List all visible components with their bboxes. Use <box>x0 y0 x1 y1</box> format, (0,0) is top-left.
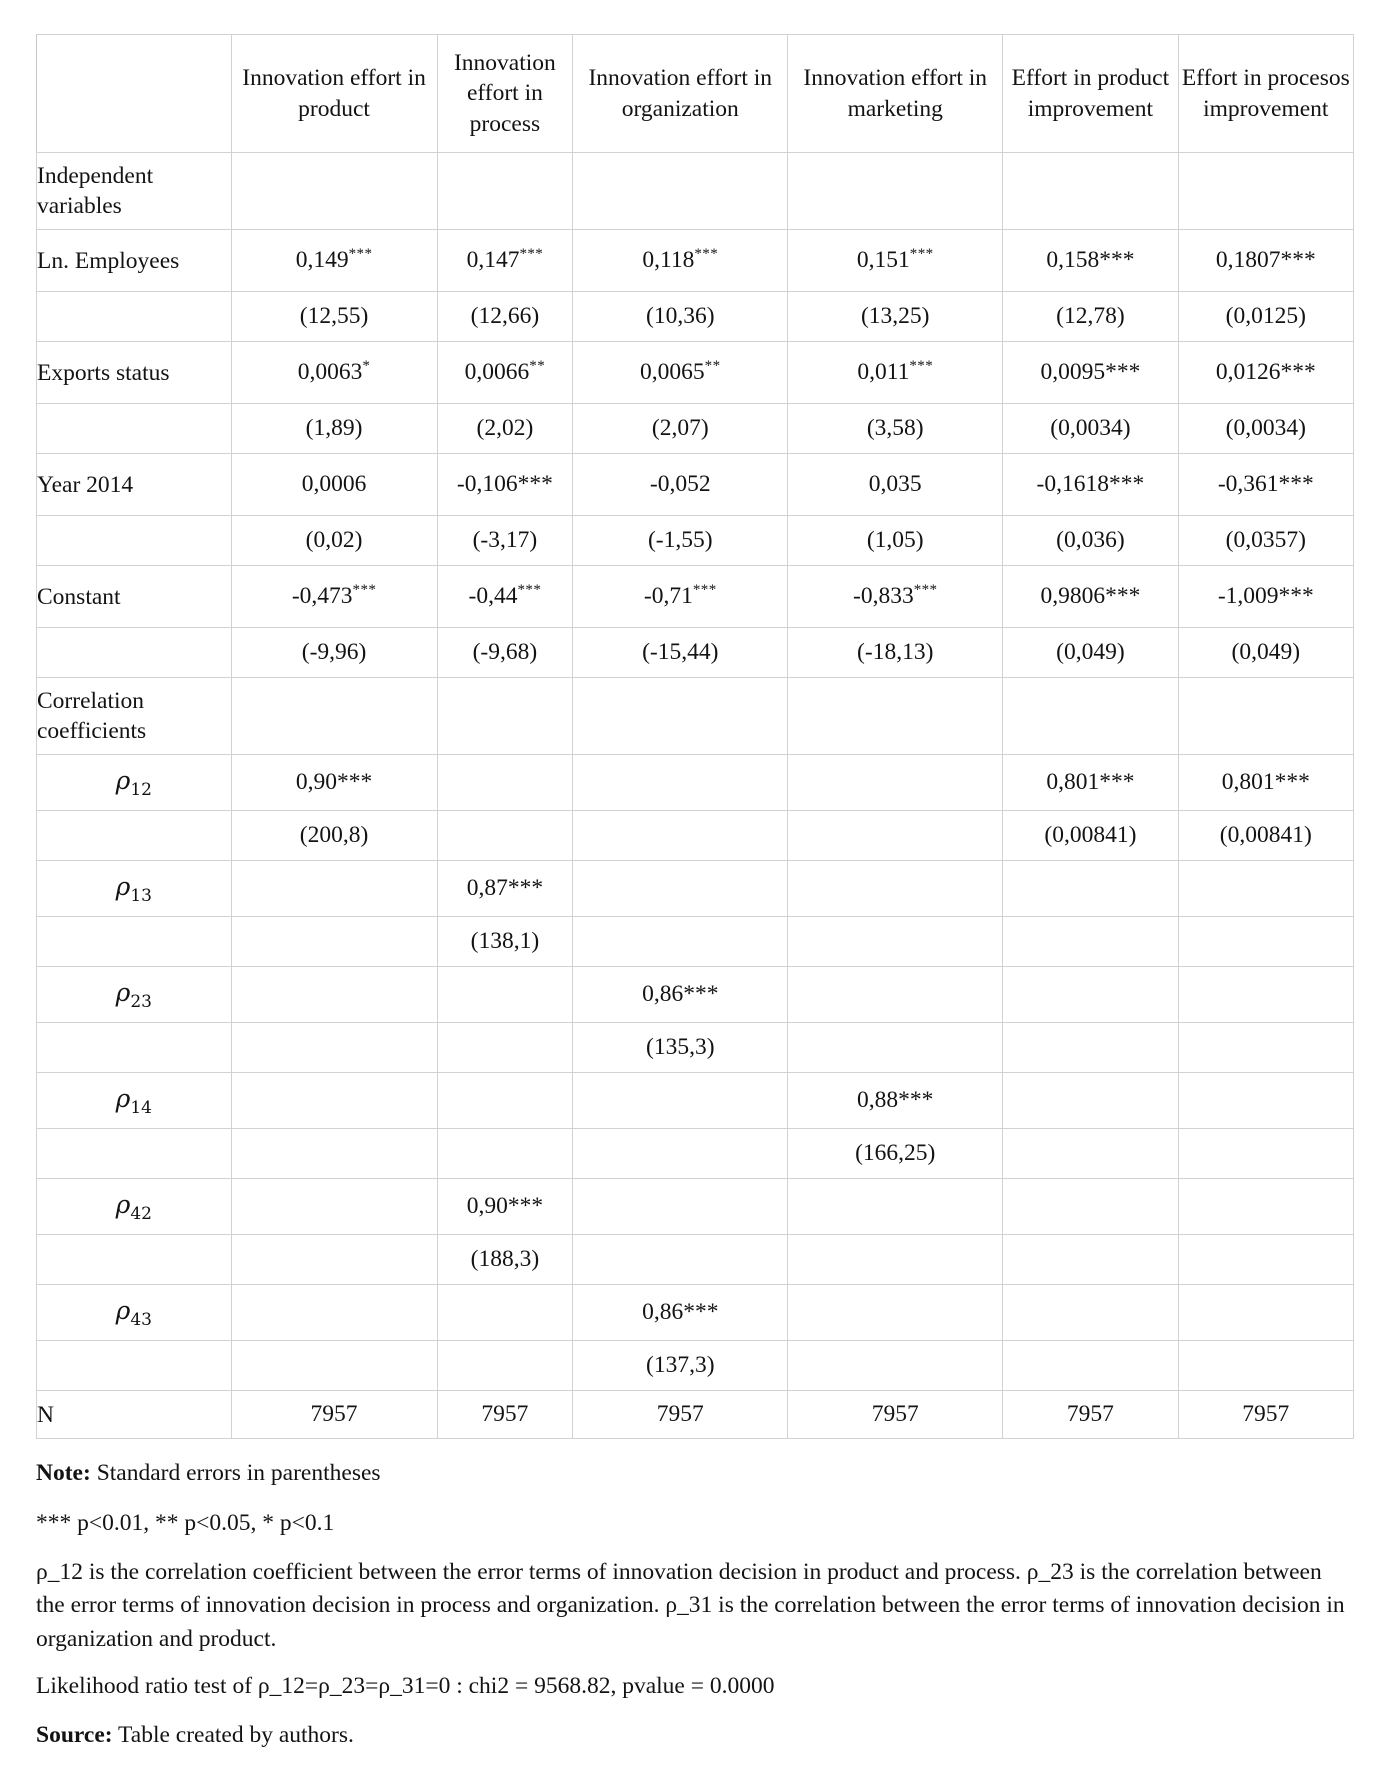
table-cell: 7957 <box>788 1391 1003 1439</box>
table-cell: (-15,44) <box>573 628 788 678</box>
row-label: Exports status <box>37 342 232 404</box>
table-cell <box>231 1129 437 1179</box>
table-row <box>37 1073 1354 1129</box>
table-row <box>37 967 1354 1023</box>
table-cell <box>788 153 1003 230</box>
rho-subscript: 23 <box>130 991 152 1012</box>
table-cell <box>231 230 437 292</box>
table-row <box>37 1179 1354 1235</box>
table-cell: 0,1807*** <box>1178 230 1353 292</box>
table-cell: (0,049) <box>1178 628 1353 678</box>
note-source <box>36 1719 1354 1752</box>
table-cell <box>231 1285 437 1341</box>
table-cell: 7957 <box>573 1391 788 1439</box>
table-cell <box>573 153 788 230</box>
table-row <box>37 1023 1354 1073</box>
table-row <box>37 755 1354 811</box>
row-label <box>37 1235 232 1285</box>
table-cell <box>573 1073 788 1129</box>
rho-symbol: $\rho_{13}$ <box>115 871 152 906</box>
table-cell: (1,05) <box>788 516 1003 566</box>
row-label: Ln. Employees <box>37 230 232 292</box>
table-cell: (188,3) <box>437 1235 573 1285</box>
table-row <box>37 678 1354 755</box>
table-cell: (-9,96) <box>231 628 437 678</box>
table-cell <box>437 811 573 861</box>
note-text: Standard errors in parentheses <box>90 1460 381 1487</box>
table-cell <box>1003 1073 1178 1129</box>
table-cell <box>437 1341 573 1391</box>
table-cell <box>788 566 1003 628</box>
regression-results-table <box>36 34 1354 1439</box>
table-cell <box>1178 153 1353 230</box>
table-cell <box>573 230 788 292</box>
row-label: Constant <box>37 566 232 628</box>
table-cell <box>573 342 788 404</box>
table-cell <box>231 917 437 967</box>
table-row <box>37 516 1354 566</box>
table-cell: (138,1) <box>437 917 573 967</box>
cell-value: -0,71 <box>643 583 693 610</box>
row-label: Year 2014 <box>37 454 232 516</box>
table-cell: (10,36) <box>573 292 788 342</box>
table-cell: (0,0357) <box>1178 516 1353 566</box>
table-cell <box>573 755 788 811</box>
table-cell: (0,00841) <box>1003 811 1178 861</box>
table-cell <box>1003 1023 1178 1073</box>
table-row <box>37 917 1354 967</box>
table-cell: -0,052 <box>573 454 788 516</box>
table-cell: (-1,55) <box>573 516 788 566</box>
table-cell: -0,361*** <box>1178 454 1353 516</box>
table-cell <box>573 1129 788 1179</box>
table-cell: 0,9806*** <box>1003 566 1178 628</box>
rho-subscript: 14 <box>130 1097 152 1118</box>
table-cell <box>231 1235 437 1285</box>
rho-subscript: 13 <box>130 885 152 906</box>
table-cell: (137,3) <box>573 1341 788 1391</box>
table-cell <box>437 1285 573 1341</box>
significance-stars: * <box>362 358 371 375</box>
rho-subscript: 43 <box>130 1309 152 1330</box>
table-cell <box>788 811 1003 861</box>
table-cell <box>231 342 437 404</box>
rho-symbol: $\rho_{23}$ <box>115 977 152 1012</box>
table-cell: 7957 <box>1178 1391 1353 1439</box>
row-label <box>37 628 232 678</box>
cell-value: 0,149 <box>295 247 349 274</box>
table-cell <box>788 1341 1003 1391</box>
table-cell <box>437 967 573 1023</box>
table-cell <box>437 1023 573 1073</box>
table-cell <box>1003 1235 1178 1285</box>
header-cell-innovation-effort-marketing: Innovation effort in marketing <box>788 35 1003 153</box>
cell-value: 0,118 <box>642 247 695 274</box>
table-cell <box>1178 1129 1353 1179</box>
table-cell <box>788 1235 1003 1285</box>
significance-stars: *** <box>517 582 542 599</box>
table-cell <box>1178 1073 1353 1129</box>
cell-value: 0,0066 <box>464 359 530 386</box>
significance-stars: *** <box>348 246 373 263</box>
row-label-rho <box>37 1285 232 1341</box>
table-cell: (0,036) <box>1003 516 1178 566</box>
table-cell: (12,78) <box>1003 292 1178 342</box>
table-cell: 0,158*** <box>1003 230 1178 292</box>
note-rho-explanation: ρ_12 is the correlation coefficient between the error terms of innovation decision in product and process. ρ_23 is the correlation between the error terms of innovation decision in process and organization. ρ_31 is the correlation between the error terms of innovation decision in organization and product. <box>36 1559 1345 1652</box>
table-cell: 0,0095*** <box>1003 342 1178 404</box>
table-cell: 7957 <box>231 1391 437 1439</box>
table-cell <box>1003 917 1178 967</box>
table-cell <box>437 566 573 628</box>
table-row <box>37 230 1354 292</box>
table-cell: (12,66) <box>437 292 573 342</box>
table-cell <box>788 967 1003 1023</box>
table-cell <box>437 342 573 404</box>
table-cell <box>573 1235 788 1285</box>
source-text: Table created by authors. <box>112 1722 354 1749</box>
table-cell: -0,1618*** <box>1003 454 1178 516</box>
table-row <box>37 454 1354 516</box>
table-cell: (13,25) <box>788 292 1003 342</box>
table-cell: (0,00841) <box>1178 811 1353 861</box>
table-cell <box>1003 967 1178 1023</box>
row-label: N <box>37 1391 232 1439</box>
table-row <box>37 1235 1354 1285</box>
row-label <box>37 1023 232 1073</box>
row-label <box>37 1341 232 1391</box>
table-row <box>37 861 1354 917</box>
table-cell: (200,8) <box>231 811 437 861</box>
significance-stars: *** <box>352 582 377 599</box>
table-cell: -0,106*** <box>437 454 573 516</box>
cell-value: 0,151 <box>856 247 910 274</box>
table-cell: (-3,17) <box>437 516 573 566</box>
row-label: Independent variables <box>37 153 232 230</box>
row-label <box>37 516 232 566</box>
table-cell: (-18,13) <box>788 628 1003 678</box>
table-cell <box>573 917 788 967</box>
table-row <box>37 342 1354 404</box>
table-row <box>37 1285 1354 1341</box>
table-cell: (2,02) <box>437 404 573 454</box>
row-label <box>37 917 232 967</box>
table-cell: 0,035 <box>788 454 1003 516</box>
source-label: Source: <box>36 1722 113 1749</box>
table-row <box>37 628 1354 678</box>
table-cell <box>231 153 437 230</box>
rho-symbol: $\rho_{14}$ <box>115 1083 152 1118</box>
header-cell-innovation-effort-organization: Innovation effort in organization <box>573 35 788 153</box>
table-row <box>37 1129 1354 1179</box>
table-cell <box>573 811 788 861</box>
row-label-rho <box>37 967 232 1023</box>
table-cell: (166,25) <box>788 1129 1003 1179</box>
table-cell <box>231 566 437 628</box>
table-cell <box>1003 861 1178 917</box>
table-cell <box>573 861 788 917</box>
significance-stars: ** <box>529 358 546 375</box>
table-row <box>37 153 1354 230</box>
table-cell <box>573 678 788 755</box>
table-cell <box>437 755 573 811</box>
table-cell: (0,0125) <box>1178 292 1353 342</box>
table-cell <box>1178 678 1353 755</box>
header-cell-effort-procesos-improvement: Effort in procesos improvement <box>1178 35 1353 153</box>
table-cell <box>1178 861 1353 917</box>
table-cell <box>231 1341 437 1391</box>
table-cell <box>788 1179 1003 1235</box>
row-label: Correlation coefficients <box>37 678 232 755</box>
table-cell <box>1178 1023 1353 1073</box>
rho-subscript: 42 <box>130 1203 152 1224</box>
table-cell: 0,88*** <box>788 1073 1003 1129</box>
cell-value: 0,0063 <box>297 359 363 386</box>
table-cell <box>1178 917 1353 967</box>
row-label-rho <box>37 755 232 811</box>
table-cell <box>1178 967 1353 1023</box>
table-row <box>37 811 1354 861</box>
table-cell: (12,55) <box>231 292 437 342</box>
header-cell-blank <box>37 35 232 153</box>
table-row <box>37 1391 1354 1439</box>
table-row <box>37 566 1354 628</box>
header-cell-effort-product-improvement: Effort in product improvement <box>1003 35 1178 153</box>
table-cell: (135,3) <box>573 1023 788 1073</box>
significance-stars: *** <box>519 246 544 263</box>
table-cell <box>231 1073 437 1129</box>
table-cell <box>231 861 437 917</box>
header-row <box>37 35 1354 153</box>
rho-symbol: $\rho_{12}$ <box>115 765 152 800</box>
table-cell <box>788 917 1003 967</box>
note-standard-errors <box>36 1457 1354 1490</box>
table-cell: (-9,68) <box>437 628 573 678</box>
table-cell <box>437 153 573 230</box>
table-cell <box>573 1179 788 1235</box>
cell-value: 0,0065 <box>640 359 705 386</box>
table-row <box>37 404 1354 454</box>
table-cell <box>231 967 437 1023</box>
table-cell: (0,0034) <box>1178 404 1353 454</box>
cell-value: -0,44 <box>468 583 518 610</box>
significance-stars: ** <box>704 358 721 375</box>
table-cell: 0,801*** <box>1178 755 1353 811</box>
table-row <box>37 1341 1354 1391</box>
table-cell <box>1178 1235 1353 1285</box>
row-label <box>37 811 232 861</box>
table-cell <box>1178 1179 1353 1235</box>
table-cell <box>231 1023 437 1073</box>
rho-symbol: $\rho_{42}$ <box>115 1189 152 1224</box>
table-cell: 0,0006 <box>231 454 437 516</box>
rho-subscript: 12 <box>130 779 152 800</box>
table-cell <box>437 230 573 292</box>
table-cell <box>1003 1341 1178 1391</box>
significance-stars: *** <box>694 246 719 263</box>
table-cell: 0,0126*** <box>1178 342 1353 404</box>
table-cell <box>231 678 437 755</box>
table-cell: 0,90*** <box>231 755 437 811</box>
table-cell <box>788 342 1003 404</box>
significance-stars: *** <box>909 246 934 263</box>
row-label-rho <box>37 861 232 917</box>
table-cell: (3,58) <box>788 404 1003 454</box>
note-likelihood-ratio: Likelihood ratio test of ρ_12=ρ_23=ρ_31=0 : chi2 = 9568.82, pvalue = 0.0000 <box>36 1673 775 1700</box>
table-cell: 7957 <box>1003 1391 1178 1439</box>
table-cell <box>1003 1285 1178 1341</box>
cell-value: -0,473 <box>291 583 353 610</box>
row-label <box>37 1129 232 1179</box>
table-cell <box>788 678 1003 755</box>
table-cell <box>788 861 1003 917</box>
table-cell <box>437 1129 573 1179</box>
table-cell: 0,86*** <box>573 967 788 1023</box>
table-cell: 0,86*** <box>573 1285 788 1341</box>
table-cell: 0,801*** <box>1003 755 1178 811</box>
table-cell <box>1003 678 1178 755</box>
table-cell: (0,049) <box>1003 628 1178 678</box>
significance-stars: *** <box>692 582 717 599</box>
table-cell <box>1178 1341 1353 1391</box>
row-label-rho <box>37 1179 232 1235</box>
table-cell <box>1003 1179 1178 1235</box>
table-cell: (0,0034) <box>1003 404 1178 454</box>
significance-stars: *** <box>913 582 938 599</box>
table-cell <box>437 1073 573 1129</box>
table-row <box>37 292 1354 342</box>
table-header <box>37 35 1354 153</box>
table-cell <box>788 1023 1003 1073</box>
table-cell: 7957 <box>437 1391 573 1439</box>
note-significance: *** p<0.01, ** p<0.05, * p<0.1 <box>36 1509 335 1536</box>
table-cell: -1,009*** <box>1178 566 1353 628</box>
row-label <box>37 292 232 342</box>
row-label <box>37 404 232 454</box>
cell-value: 0,147 <box>466 247 520 274</box>
table-cell: (0,02) <box>231 516 437 566</box>
rho-symbol: $\rho_{43}$ <box>115 1295 152 1330</box>
table-cell: (2,07) <box>573 404 788 454</box>
significance-stars: *** <box>909 358 934 375</box>
table-cell <box>231 1179 437 1235</box>
table-cell <box>788 755 1003 811</box>
table-notes <box>36 1457 1354 1753</box>
table-cell <box>788 230 1003 292</box>
table-cell <box>1178 1285 1353 1341</box>
header-cell-innovation-effort-product: Innovation effort in product <box>231 35 437 153</box>
table-body <box>37 153 1354 1439</box>
table-cell: (1,89) <box>231 404 437 454</box>
cell-value: -0,833 <box>853 583 914 610</box>
header-cell-innovation-effort-process: Innovation effort in process <box>437 35 573 153</box>
table-cell <box>1003 153 1178 230</box>
note-label: Note: <box>36 1460 91 1487</box>
table-cell <box>788 1285 1003 1341</box>
table-cell: 0,87*** <box>437 861 573 917</box>
row-label-rho <box>37 1073 232 1129</box>
table-cell <box>573 566 788 628</box>
cell-value: 0,011 <box>857 359 910 386</box>
table-cell <box>1003 1129 1178 1179</box>
table-cell: 0,90*** <box>437 1179 573 1235</box>
table-cell <box>437 678 573 755</box>
